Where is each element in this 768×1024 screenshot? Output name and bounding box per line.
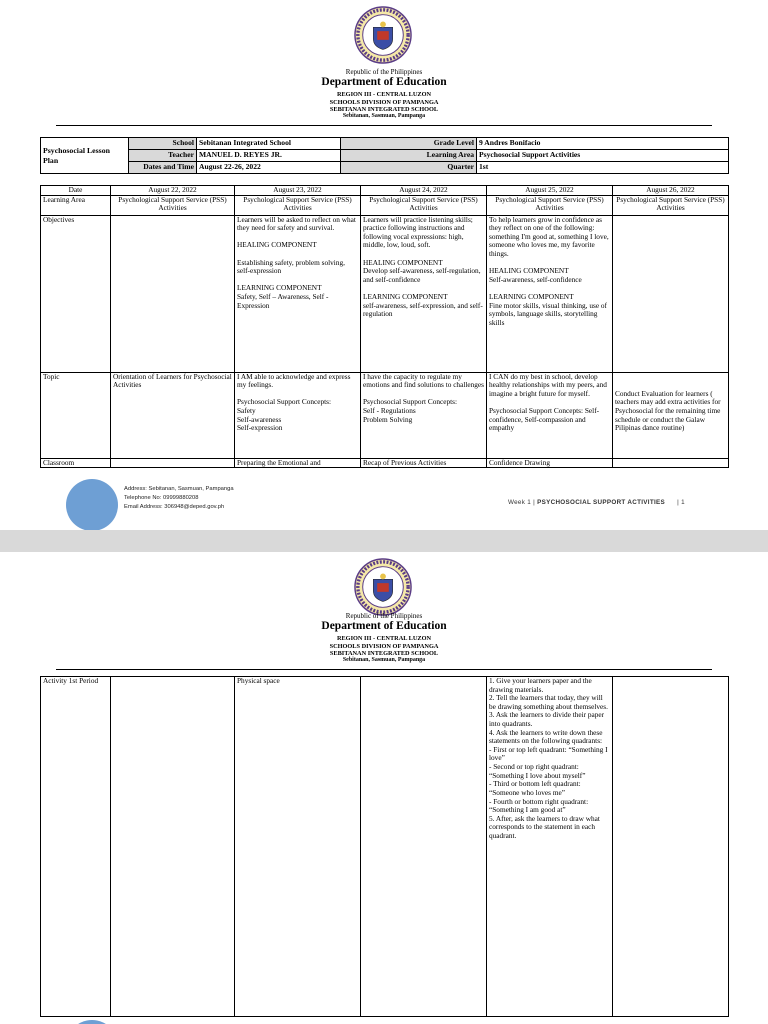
activity-cell: Physical space: [235, 677, 361, 1017]
objective-cell: [613, 215, 729, 372]
activity-cell: [111, 677, 235, 1017]
school-text: SEBITANAN INTEGRATED SCHOOL: [329, 649, 439, 657]
learning-area-row-label: Learning Area: [41, 195, 111, 215]
topic-cell: I CAN do my best in school, develop healthy relationships with my peers, and imagine a bright future for myself. Psychosocial Support Concepts: Self-confidence, Self-compassion and empathy: [487, 372, 613, 458]
table-row: [41, 195, 729, 215]
area-cell: Psychological Support Service (PSS) Activities: [111, 195, 235, 215]
date-cell: August 25, 2022: [487, 186, 613, 196]
republic-text: Republic of the Philippines: [345, 612, 423, 620]
dates-label: Dates and Time: [129, 162, 197, 174]
table-row: [41, 372, 729, 458]
department-title: Department of Education: [321, 76, 447, 89]
footer-address: Address: Sebitanan, Sasmuan, Pampanga: [124, 486, 234, 492]
letterhead: [0, 612, 768, 664]
school-label: School: [129, 138, 197, 150]
footer-contact: [124, 485, 234, 512]
footer-page-label: Week 1 | PSYCHOSOCIAL SUPPORT ACTIVITIES | 1: [508, 499, 685, 506]
department-title: Department of Education: [321, 620, 447, 633]
footer-week: Week 1: [508, 499, 532, 506]
classroom-cell: Preparing the Emotional and: [235, 458, 361, 468]
teacher-label: Teacher: [129, 150, 197, 162]
lesson-plan-title: Psychosocial Lesson Plan: [41, 138, 129, 174]
division-text: SCHOOLS DIVISION OF PAMPANGA: [329, 642, 439, 650]
table-row: [41, 458, 729, 468]
date-cell: August 26, 2022: [613, 186, 729, 196]
document-page-2: [0, 552, 768, 1024]
quarter-value: 1st: [477, 162, 729, 174]
footer-email: Email Address: 306948@deped.gov.ph: [124, 503, 225, 510]
topic-cell: Conduct Evaluation for learners ( teachers may add extra activities for Psychosocial for the remaining time schedule or conduct the Galaw Pilipinas dance routine): [613, 372, 729, 458]
area-cell: Psychological Support Service (PSS) Activities: [235, 195, 361, 215]
objective-cell: Learners will practice listening skills; practice following instructions and following vocal expressions: high, middle, low, loud, soft. HEALING COMPONENT Develop self-awareness, self-regulation, and self-confidence LEARNING COMPONENT self-awareness, self-expression, and self-regulation: [361, 215, 487, 372]
date-cell: August 23, 2022: [235, 186, 361, 196]
activity-table: [40, 676, 729, 1017]
deped-seal-icon: [354, 6, 412, 64]
grade-level-value: 9 Andres Bonifacio: [477, 138, 729, 150]
footer-page-number: 1: [681, 499, 685, 506]
region-text: REGION III - CENTRAL LUZON: [336, 91, 432, 99]
header-divider: [56, 669, 712, 670]
table-row: [41, 215, 729, 372]
learning-area-label: Learning Area: [341, 150, 477, 162]
school-address-text: Sebitanan, Sasmuan, Pampanga: [342, 112, 426, 119]
classroom-cell: [613, 458, 729, 468]
topic-label: Topic: [41, 372, 111, 458]
school-value: Sebitanan Integrated School: [197, 138, 341, 150]
classroom-cell: Recap of Previous Activities: [361, 458, 487, 468]
topic-cell: I AM able to acknowledge and express my feelings. Psychosocial Support Concepts: Safety Self-awareness Self-expression: [235, 372, 361, 458]
footer-telephone: Telephone No: 09999880208: [124, 494, 199, 501]
classroom-cell: Confidence Drawing: [487, 458, 613, 468]
area-cell: Psychological Support Service (PSS) Activities: [487, 195, 613, 215]
quarter-label: Quarter: [341, 162, 477, 174]
info-table: [40, 137, 729, 174]
footer-circle-logo: [66, 479, 118, 530]
school-text: SEBITANAN INTEGRATED SCHOOL: [329, 105, 439, 113]
division-text: SCHOOLS DIVISION OF PAMPANGA: [329, 98, 439, 106]
footer-circle-logo: [66, 1020, 118, 1024]
objective-cell: To help learners grow in confidence as they reflect on one of the following: something I'm good at, something I love, someone who loves me, my favorite things. HEALING COMPONENT Self-awareness, self-confidence LEARNING COMPONENT Fine motor skills, visual thinking, use of symbols, language skills, storytelling skills: [487, 215, 613, 372]
region-text: REGION III - CENTRAL LUZON: [336, 635, 432, 643]
letterhead: [0, 68, 768, 120]
date-label: Date: [41, 186, 111, 196]
footer-section: PSYCHOSOCIAL SUPPORT ACTIVITIES: [537, 499, 666, 506]
classroom-label: Classroom: [41, 458, 111, 468]
activity-cell: 1. Give your learners paper and the drawing materials. 2. Tell the learners that today, they will be drawing something about themselves. 3. Ask the learners to divide their paper into quadrants. 4. Ask the learners to write down these statements on the following quadrants: - First or top left quadrant: “Something I love” - Second or top right quadrant: “Something I love about myself” - Third or bottom left quadrant: “Someone who loves me” - Fourth or bottom right quadrant: “Something I am good at” 5. After, ask the learners to draw what corresponds to the statement in each quadrant.: [487, 677, 613, 1017]
learning-area-value: Psychosocial Support Activities: [477, 150, 729, 162]
republic-text: Republic of the Philippines: [345, 68, 423, 76]
classroom-cell: [111, 458, 235, 468]
deped-seal-icon: [354, 558, 412, 616]
date-cell: August 24, 2022: [361, 186, 487, 196]
activity-cell: [361, 677, 487, 1017]
activity-cell: [613, 677, 729, 1017]
area-cell: Psychological Support Service (PSS) Activities: [613, 195, 729, 215]
topic-cell: I have the capacity to regulate my emotions and find solutions to challenges Psychosocial Support Concepts: Self - Regulations Problem Solving: [361, 372, 487, 458]
area-cell: Psychological Support Service (PSS) Activities: [361, 195, 487, 215]
table-row: [41, 677, 729, 1017]
objective-cell: Learners will be asked to reflect on what they need for safety and survival. HEALING COMPONENT Establishing safety, problem solving, self-expression LEARNING COMPONENT Safety, Self – Awareness, Self - Expression: [235, 215, 361, 372]
teacher-value: MANUEL D. REYES JR.: [197, 150, 341, 162]
objectives-label: Objectives: [41, 215, 111, 372]
header-divider: [56, 125, 712, 126]
school-address-text: Sebitanan, Sasmuan, Pampanga: [342, 656, 426, 663]
lesson-plan-table: [40, 185, 729, 468]
dates-value: August 22-26, 2022: [197, 162, 341, 174]
date-cell: August 22, 2022: [111, 186, 235, 196]
activity-period-label: Activity 1st Period: [41, 677, 111, 1017]
table-row: [41, 186, 729, 196]
topic-cell: Orientation of Learners for Psychosocial Activities: [111, 372, 235, 458]
objective-cell: [111, 215, 235, 372]
grade-level-label: Grade Level: [341, 138, 477, 150]
